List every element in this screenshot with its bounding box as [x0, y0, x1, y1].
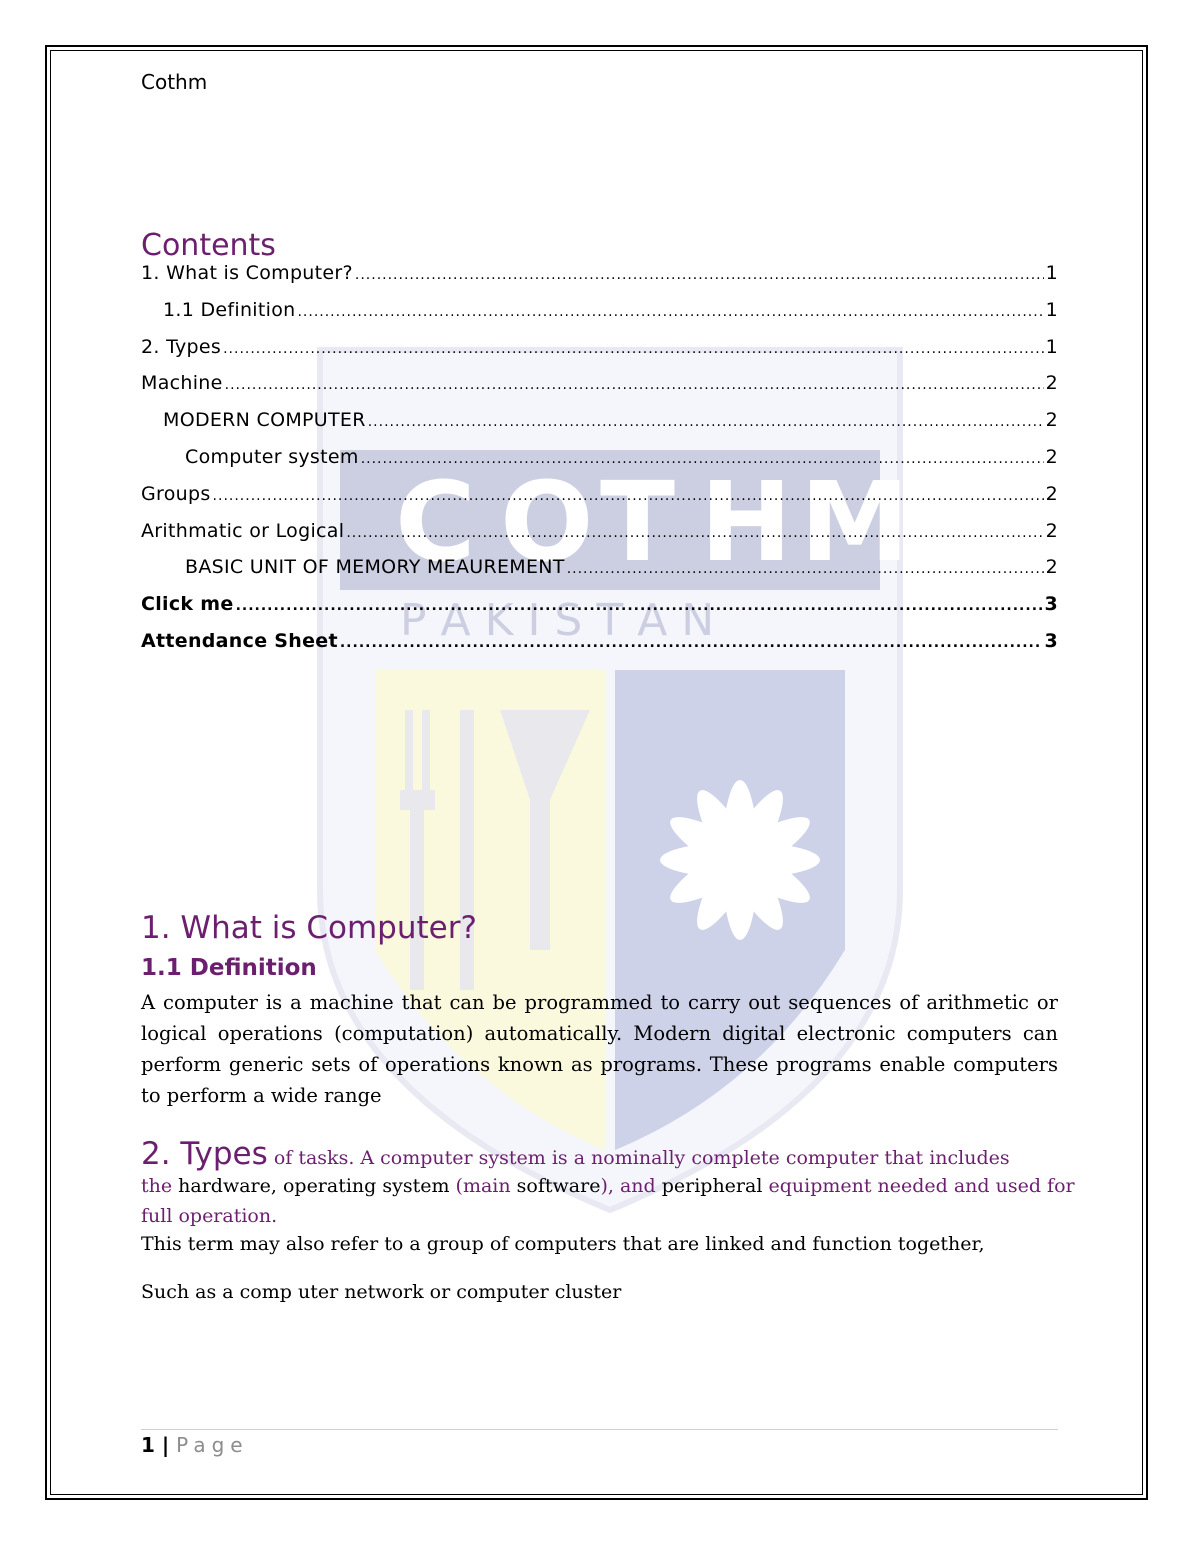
toc-entry[interactable] [141, 483, 1058, 520]
types-line-3: full operation. [141, 1205, 278, 1227]
toc-leader [225, 377, 1044, 393]
types-line-2 [141, 1175, 1075, 1197]
link-text[interactable]: ), and [600, 1175, 662, 1197]
section-heading-what-is-computer: 1. What is Computer? [141, 910, 477, 946]
watermark-letter: M [800, 458, 910, 586]
toc-entry-page: 2 [1045, 482, 1058, 505]
watermark-subtitle: P A K I S T A N [400, 595, 715, 646]
toc-leader [567, 561, 1044, 577]
toc-entry-page: 3 [1044, 593, 1058, 616]
watermark-letter: T [600, 458, 676, 586]
toc-entry-label: Attendance Sheet [141, 629, 338, 652]
toc-entry-label: Computer system [185, 445, 359, 468]
toc-entry[interactable] [141, 630, 1058, 667]
types-line-4: This term may also refer to a group of computers that are linked and function together, [141, 1233, 985, 1255]
section-heading-types: 2. Types [141, 1136, 268, 1172]
types-line-5: Such as a comp uter network or computer cluster [141, 1281, 622, 1303]
types-heading-line [141, 1136, 1058, 1172]
toc-entry-label: Machine [141, 372, 223, 395]
watermark-letter: H [700, 458, 793, 586]
link-text[interactable]: equipment needed and used for [768, 1175, 1075, 1197]
toc-leader [355, 267, 1044, 283]
toc-leader [213, 488, 1044, 504]
toc-entry-label: BASIC UNIT OF MEMORY MEAUREMENT [185, 556, 565, 579]
toc-entry-label: Arithmatic or Logical [141, 519, 345, 542]
toc-entry[interactable] [141, 556, 1058, 593]
toc-entry-label: MODERN COMPUTER [163, 409, 366, 432]
watermark-letter: O [500, 458, 594, 586]
body-text: hardware, operating system [178, 1175, 456, 1197]
footer-divider [141, 1429, 1058, 1430]
watermark-letter: C [395, 458, 476, 586]
toc-leader [361, 451, 1044, 467]
toc-leader [340, 635, 1043, 651]
toc-entry[interactable] [141, 372, 1058, 409]
link-text[interactable]: (main [455, 1175, 517, 1197]
body-text: software [516, 1175, 601, 1197]
toc-entry-page: 3 [1044, 629, 1058, 652]
toc-entry[interactable] [141, 446, 1058, 483]
body-text: peripheral [661, 1175, 769, 1197]
page-number: 1 [141, 1433, 155, 1457]
document-header: Cothm [141, 70, 208, 94]
toc-leader [236, 598, 1043, 614]
toc-entry-page: 2 [1045, 556, 1058, 579]
toc-entry-page: 2 [1045, 519, 1058, 542]
table-of-contents [141, 262, 1058, 667]
toc-entry-label: 1.1 Definition [163, 298, 296, 321]
toc-entry-page: 1 [1045, 262, 1058, 284]
toc-leader [223, 341, 1044, 357]
footer-separator: | [154, 1433, 177, 1457]
toc-entry[interactable] [141, 593, 1058, 630]
toc-entry-page: 1 [1045, 298, 1058, 321]
toc-leader [346, 525, 1043, 541]
toc-entry-label: Groups [141, 482, 211, 505]
types-text: of tasks. A computer system is a nominally complete computer that includes [267, 1147, 1010, 1169]
toc-title: Contents [141, 228, 276, 263]
toc-entry[interactable] [141, 299, 1058, 336]
toc-entry[interactable] [141, 409, 1058, 446]
page-label: Page [176, 1433, 249, 1457]
toc-entry-label: 2. Types [141, 335, 222, 358]
toc-leader [368, 414, 1044, 430]
link-text[interactable]: the [141, 1175, 179, 1197]
toc-entry[interactable] [141, 336, 1058, 373]
subheading-definition: 1.1 Definition [141, 955, 317, 981]
definition-paragraph: A computer is a machine that can be programmed to carry out sequences of arithmetic or logical operations (computation) automatically. Modern digital electronic computers can perform generic sets of operations known as programs. These programs enable computers to perform a wide range [141, 991, 1058, 1107]
toc-entry-page: 1 [1045, 335, 1058, 358]
toc-entry[interactable] [141, 262, 1058, 299]
toc-entry-label: Click me [141, 593, 234, 616]
page-footer [141, 1433, 249, 1457]
toc-entry-label: 1. What is Computer? [141, 262, 353, 284]
toc-entry-page: 2 [1045, 372, 1058, 395]
toc-leader [297, 304, 1043, 320]
toc-entry-page: 2 [1045, 445, 1058, 468]
toc-entry-page: 2 [1045, 409, 1058, 432]
toc-entry[interactable] [141, 520, 1058, 557]
